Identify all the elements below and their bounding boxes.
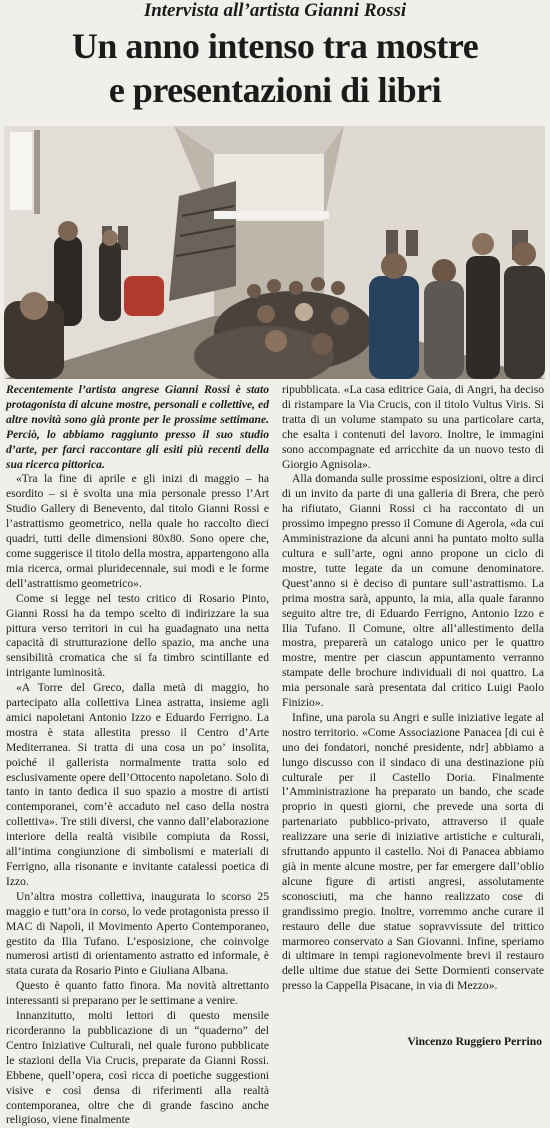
paragraph: Un’altra mostra collettiva, inaugurata lo scorso 25 maggio e tutt’ora in corso, lo vede protagonista presso il MAC di Napoli, il Movimento Aperto Contemporaneo, gestito da Ilia Tufano. L’esposizione, che coinvolge numerosi artisti di orientamento astratto ed informale, è stata curata da Rosario Pinto e Giuliana Albana. bbox=[6, 889, 269, 978]
paragraph: «Tra la fine di aprile e gli inizi di maggio – ha esordito – si è svolta una mia personale presso l’Art Studio Gallery di Benevento, dal titolo Gianni Rossi e l’astrattismo geometrico, nella quale ho raccolto dieci quadri, tutti delle dimensioni 80x80. Sono opere che, come suggerisce il titolo della mostra, appartengono alla mia ricerca, ormai pluridecennale, sui modi e le forme dell’astrattismo geometrico». bbox=[6, 472, 269, 590]
paragraph: Innanzitutto, molti lettori di questo mensile ricorderanno la pubblicazione di un “quaderno” del Centro Iniziative Culturali, nel quale furono pubblicate le stazioni della Via Crucis, preparate da Gianni Rossi. Ebbene, quell’opera, così ricca di poetiche suggestioni visive e così densa di riferimenti alla realtà contemporanea, oltre che di grande fascino anche religioso, viene finalmente bbox=[6, 1009, 269, 1127]
article-kicker: Intervista all’artista Gianni Rossi bbox=[143, 0, 407, 21]
left-column bbox=[6, 383, 269, 1128]
headline-line-1: Un anno intenso tra mostre bbox=[71, 26, 479, 66]
author-byline: Vincenzo Ruggiero Perrino bbox=[407, 1035, 542, 1048]
right-column bbox=[282, 383, 544, 994]
paragraph: Questo è quanto fatto finora. Ma novità altrettanto interessanti si preparano per le settimane a venire. bbox=[6, 979, 269, 1008]
paragraph: «A Torre del Greco, dalla metà di maggio, ho partecipato alla collettiva Linea astratta, insieme agli amici napoletani Antonio Izzo e Eduardo Ferrigno. La mostra è stata allestita presso il Centro d’Arte Mediterranea. Si tratta di una cosa un po’ insolita, poiché il gallerista normalmente tratta solo ed esclusivamente opere dell’Ottocento napoletano. Solo di tanto in tanto dedica il suo spazio a mostre di artisti contemporanei, com’è accaduto nel caso della nostra collettiva». Tre stili diversi, che vanno dall’elaborazione interiore della realtà visibile compiuta da Rossi, all’intima congiunzione di simbolismi e materiali di Ferrigno, alla risonante e invitante catalessi poetica di Izzo. bbox=[6, 681, 269, 888]
headline-line-2: e presentazioni di libri bbox=[108, 70, 442, 110]
paragraph: Come si legge nel testo critico di Rosario Pinto, Gianni Rossi ha da tempo scelto di indirizzare la sua pittura verso territori in cui ha guadagnato una netta capacità di strutturazione dello spazio, ma anche una sensibilità cromatica che si fa timbro scintillante ed intrigante luminosità. bbox=[6, 591, 269, 680]
paragraph: ripubblicata. «La casa editrice Gaia, di Angri, ha deciso di ristampare la Via Crucis, con il titolo Vultus Viris. Si tratta di un volume stampato su una particolare carta, che esalta i contenuti del lavoro. Inoltre, le immagini sono accompagnate ed arricchite da un nuovo testo di Giorgio Agnisola». bbox=[282, 383, 544, 471]
paragraph: Infine, una parola su Angri e sulle iniziative legate al nostro territorio. «Come Associazione Panacea [di cui è uno dei fondatori, nonché presidente, ndr] abbiamo a lungo discusso con il sindaco di una destinazione più culturale per il Castello Doria. Finalmente l’Amministrazione ha preparato un bando, che scade proprio in questi giorni, che prevede una sorta di partenariato pubblico-privato, attraverso il quale realizzare una serie di iniziative artistiche e culturali, sfruttando appunto il castello. Noi di Panacea abbiamo già in mente alcune mostre, per far emergere dall’oblio alcune figure di artisti angresi, assolutamente sconosciuti, ma che hanno realizzato cose di grandissimo pregio. Inoltre, vorremmo anche curare il restauro delle due statue sopravvissute del trittico marmoreo conservato a San Giovanni. Infine, speriamo di ultimare in tempi ragionevolmente brevi il restauro delle ultime due statue dei Sette Dormienti conservate presso la Cappella Pisacane, in via di Mezzo». bbox=[282, 710, 544, 993]
gallery-photo bbox=[4, 126, 545, 379]
intro-paragraph: Recentemente l’artista angrese Gianni Rossi è stato protagonista di alcune mostre, personali e collettive, ed altre novità sono già pronte per le prossime settimane. Perciò, lo abbiamo raggiunto presso il suo studio d’arte, per farci raccontare gli esiti più recenti della sua ricerca pittorica. bbox=[6, 383, 269, 471]
paragraph: Alla domanda sulle prossime esposizioni, oltre a dirci di un invito da parte di una galleria di Brera, che però ha rifiutato, Gianni Rossi ci ha raccontato di un prossimo impegno presso il Comune di Agerola, «da cui Amministrazione da alcuni anni ha puntato molto sulla cultura e sull’arte, ogni anno propone un ciclo di mostre, tutte legate da un comune denominatore. Quest’anno si è deciso di puntare sull’astrattismo. La prima mostra sarà, appunto, la mia, alla quale faranno seguito altre tre, di Eduardo Ferrigno, Antonio Izzo e Ilia Tufano. Il Comune, oltre all’allestimento della mostra, preparerà un catalogo unico per le quattro mostre, mentre per ciascun appuntamento verranno stampate delle brochure individuali di noi quattro. La mia personale sarà presentata dal critico Luigi Paolo Finizio». bbox=[282, 472, 544, 710]
article-headline bbox=[0, 24, 550, 112]
